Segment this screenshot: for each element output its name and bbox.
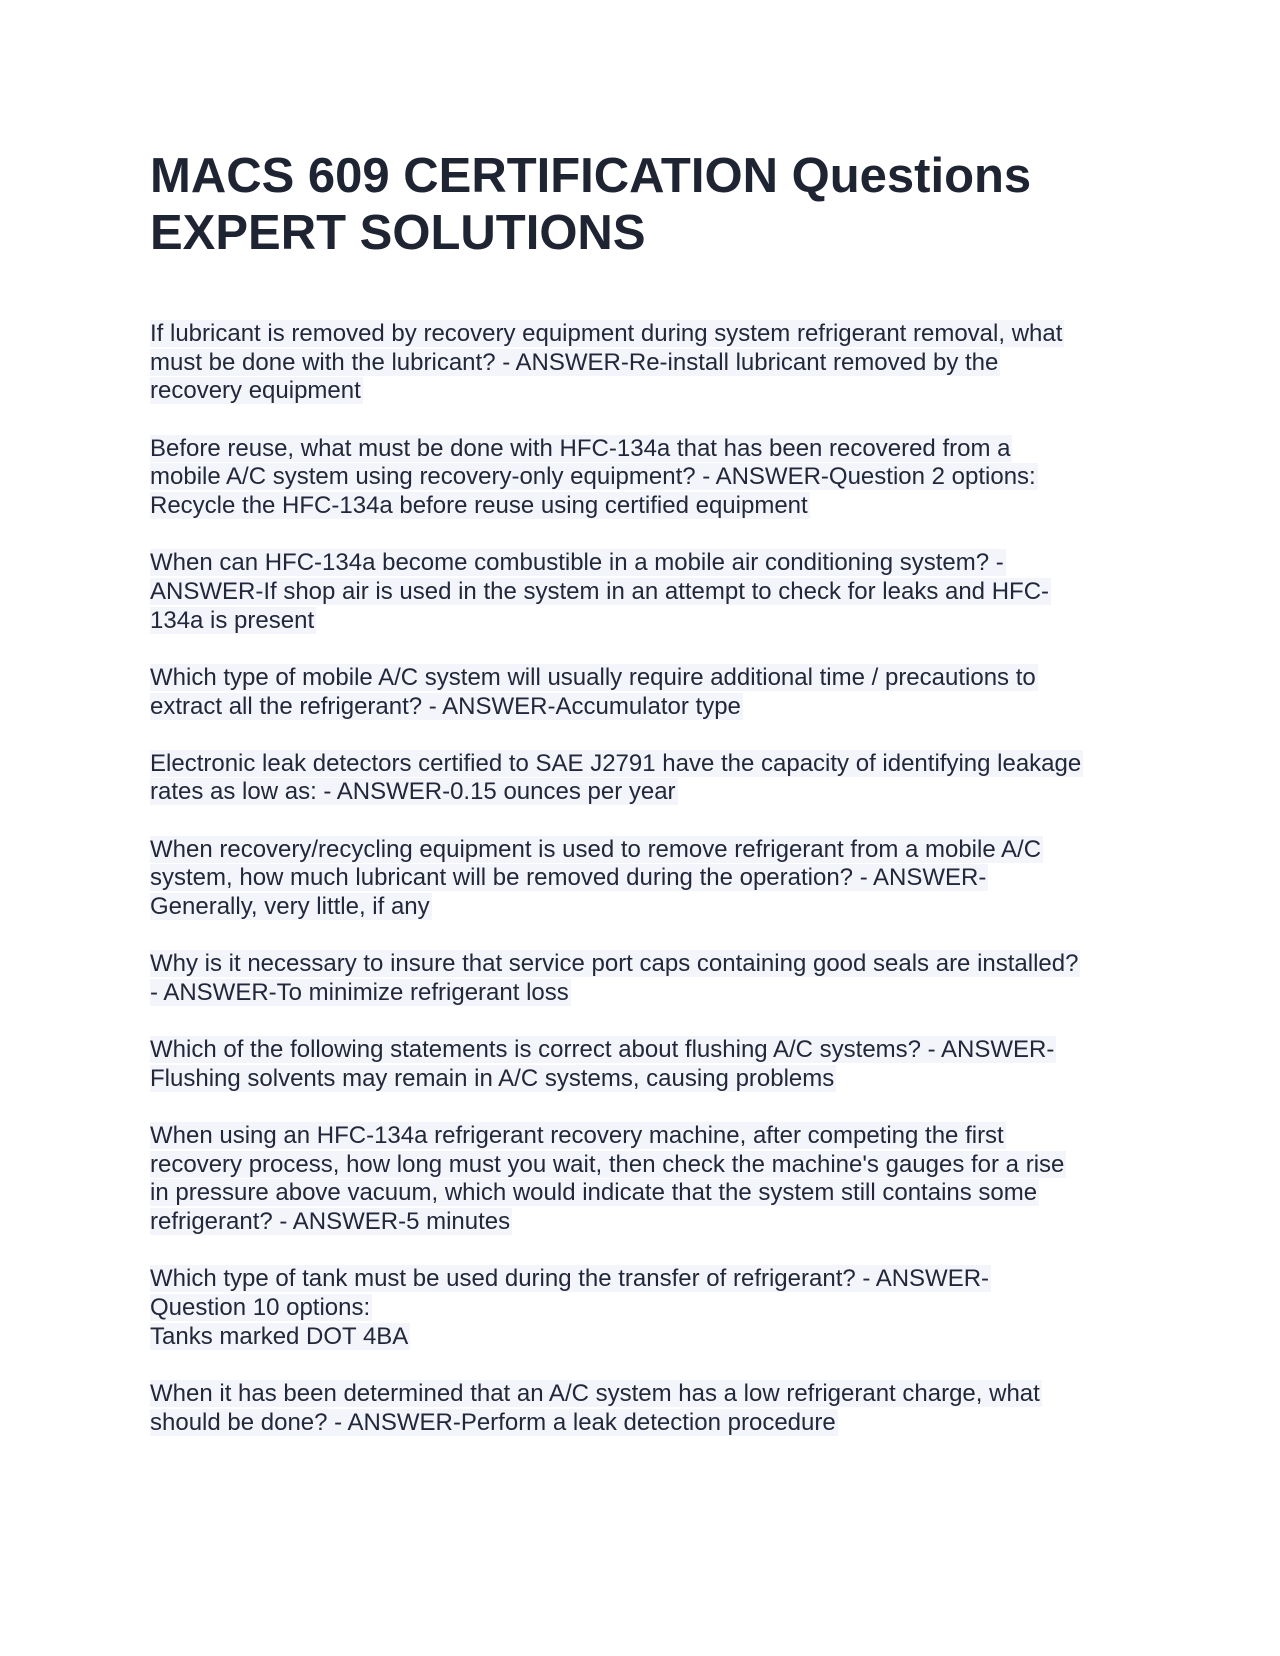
- qa-text-line: Flushing solvents may remain in A/C systems, causing problems: [150, 1064, 835, 1092]
- qa-item: [150, 950, 1135, 1007]
- qa-text-line: If lubricant is removed by recovery equipment during system refrigerant removal, what: [150, 320, 1063, 347]
- qa-text-line: ANSWER-If shop air is used in the system in an attempt to check for leaks and HFC-: [150, 577, 1050, 605]
- qa-text-line: Tanks marked DOT 4BA: [150, 1322, 409, 1350]
- qa-text-line: - ANSWER-To minimize refrigerant loss: [150, 978, 569, 1006]
- qa-item: [150, 750, 1135, 807]
- qa-item: [150, 836, 1135, 922]
- qa-text-line: rates as low as: - ANSWER-0.15 ounces per year: [150, 778, 676, 806]
- document-title-line-2: EXPERT SOLUTIONS: [150, 206, 646, 260]
- qa-item: [150, 664, 1135, 721]
- qa-text-line: system, how much lubricant will be removed during the operation? - ANSWER-: [150, 864, 987, 892]
- qa-text-line: must be done with the lubricant? - ANSWER-Re-install lubricant removed by the: [150, 348, 999, 376]
- qa-text-line: Which type of tank must be used during the transfer of refrigerant? - ANSWER-: [150, 1265, 990, 1293]
- qa-text-line: in pressure above vacuum, which would indicate that the system still contains some: [150, 1179, 1038, 1207]
- qa-text-line: Which of the following statements is correct about flushing A/C systems? - ANSWER-: [150, 1036, 1055, 1064]
- qa-item: [150, 435, 1135, 521]
- qa-text-line: recovery process, how long must you wait, then check the machine's gauges for a rise: [150, 1150, 1065, 1178]
- qa-text-line: Why is it necessary to insure that service port caps containing good seals are installed?: [150, 950, 1079, 978]
- qa-item: [150, 549, 1135, 635]
- qa-item: [150, 1036, 1135, 1093]
- qa-text-line: should be done? - ANSWER-Perform a leak detection procedure: [150, 1408, 836, 1436]
- qa-text-line: refrigerant? - ANSWER-5 minutes: [150, 1208, 511, 1236]
- qa-item: [150, 320, 1135, 406]
- qa-text-line: When can HFC-134a become combustible in a mobile air conditioning system? -: [150, 549, 1004, 577]
- qa-text-line: When it has been determined that an A/C system has a low refrigerant charge, what: [150, 1379, 1040, 1407]
- qa-list: [150, 320, 1135, 1437]
- qa-item: [150, 1380, 1135, 1437]
- qa-text-line: Before reuse, what must be done with HFC-134a that has been recovered from a: [150, 434, 1011, 462]
- qa-text-line: When recovery/recycling equipment is used to remove refrigerant from a mobile A/C: [150, 835, 1042, 863]
- qa-text-line: 134a is present: [150, 606, 315, 634]
- qa-text-line: Electronic leak detectors certified to SAE J2791 have the capacity of identifying leakage: [150, 749, 1082, 777]
- document-title-line-1: MACS 609 CERTIFICATION Questions: [150, 149, 1032, 203]
- qa-text-line: Recycle the HFC-134a before reuse using certified equipment: [150, 492, 808, 520]
- qa-text-line: mobile A/C system using recovery-only equipment? - ANSWER-Question 2 options:: [150, 463, 1036, 491]
- qa-text-line: Generally, very little, if any: [150, 893, 430, 921]
- qa-text-line: Which type of mobile A/C system will usually require additional time / precautions to: [150, 663, 1036, 691]
- qa-text-line: extract all the refrigerant? - ANSWER-Accumulator type: [150, 692, 741, 720]
- qa-item: [150, 1265, 1135, 1351]
- qa-item: [150, 1122, 1135, 1237]
- qa-text-line: Question 10 options:: [150, 1294, 371, 1322]
- qa-text-line: recovery equipment: [150, 377, 361, 405]
- document-page: [150, 148, 1135, 1466]
- document-title: [150, 148, 1135, 262]
- qa-text-line: When using an HFC-134a refrigerant recovery machine, after competing the first: [150, 1122, 1004, 1150]
